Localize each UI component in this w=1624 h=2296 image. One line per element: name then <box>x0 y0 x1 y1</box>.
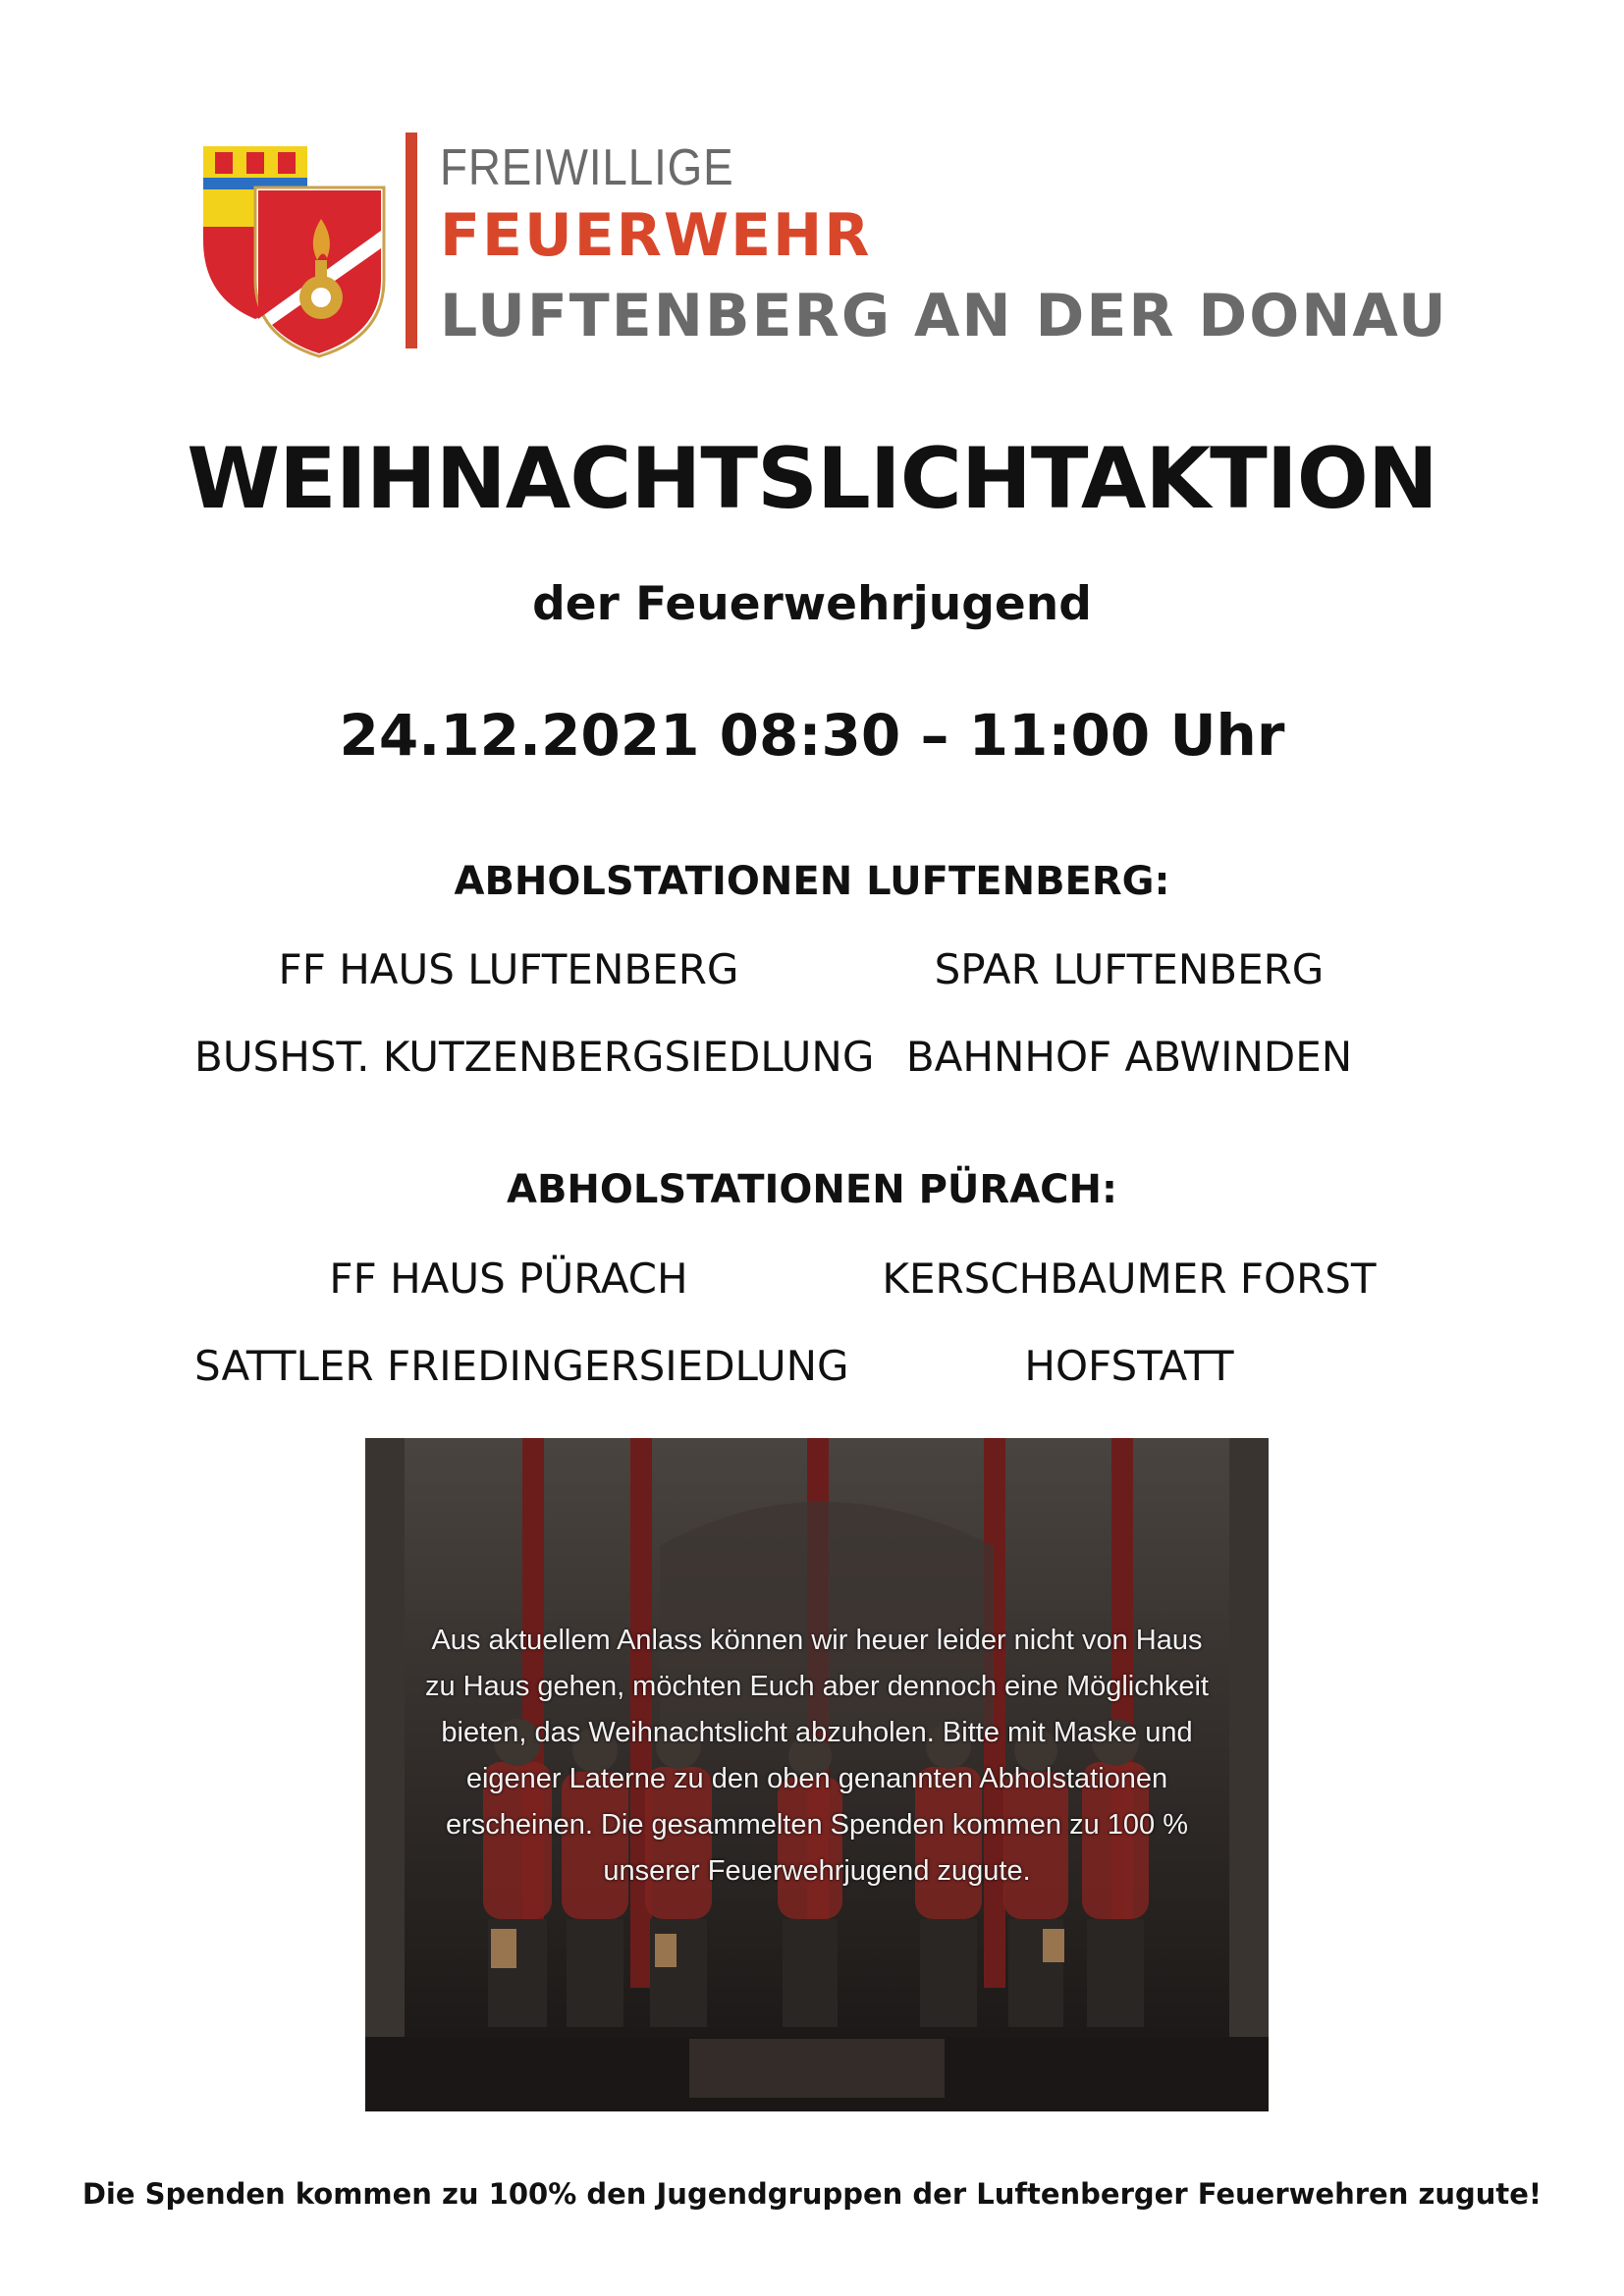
photo-caption <box>373 1618 1261 1895</box>
station-ff-haus-luftenberg: FF HAUS LUFTENBERG <box>278 945 739 993</box>
station-hofstatt: HOFSTATT <box>1024 1342 1234 1390</box>
station-kerschbaumer-forst: KERSCHBAUMER FORST <box>882 1255 1377 1303</box>
photo-caption-line: unserer Feuerwehrjugend zugute. <box>603 1855 1031 1887</box>
footer-note: Die Spenden kommen zu 100% den Jugendgruppen der Luftenberger Feuerwehren zugute! <box>81 2177 1543 2211</box>
logo-line-feuerwehr: FEUERWEHR <box>440 201 872 270</box>
group-photo <box>365 1438 1269 2111</box>
station-ff-haus-puerach: FF HAUS PÜRACH <box>329 1255 688 1303</box>
coat-of-arms-icon <box>201 133 388 358</box>
fire-brigade-logo <box>201 133 1448 358</box>
photo-caption-line: eigener Laterne zu den oben genannten Abholstationen <box>465 1763 1168 1794</box>
station-spar-luftenberg: SPAR LUFTENBERG <box>934 945 1325 993</box>
photo-caption-line: bieten, das Weihnachtslicht abzuholen. Bitte mit Maske und <box>441 1717 1193 1748</box>
logo-line-location: LUFTENBERG AN DER DONAU <box>440 282 1448 350</box>
station-sattler-friedingersiedlung: SATTLER FRIEDINGERSIEDLUNG <box>194 1342 849 1390</box>
page-subtitle: der Feuerwehrjugend <box>532 577 1092 631</box>
section-heading-puerach: ABHOLSTATIONEN PÜRACH: <box>506 1167 1117 1212</box>
photo-caption-line: zu Haus gehen, möchten Euch aber dennoch eine Möglichkeit <box>424 1671 1209 1702</box>
station-bushst-kutzenbergsiedlung: BUSHST. KUTZENBERGSIEDLUNG <box>194 1033 875 1081</box>
page-title: WEIHNACHTSLICHTAKTION <box>187 430 1437 528</box>
station-bahnhof-abwinden: BAHNHOF ABWINDEN <box>905 1033 1353 1081</box>
section-heading-luftenberg: ABHOLSTATIONEN LUFTENBERG: <box>454 859 1170 904</box>
logo-line-freiwillige: FREIWILLIGE <box>440 139 734 196</box>
photo-caption-line: erscheinen. Die gesammelten Spenden kommen zu 100 % <box>445 1809 1189 1841</box>
logo-divider <box>406 133 417 348</box>
event-date: 24.12.2021 08:30 – 11:00 Uhr <box>339 702 1285 769</box>
photo-caption-line: Aus aktuellem Anlass können wir heuer leider nicht von Haus <box>431 1625 1203 1656</box>
